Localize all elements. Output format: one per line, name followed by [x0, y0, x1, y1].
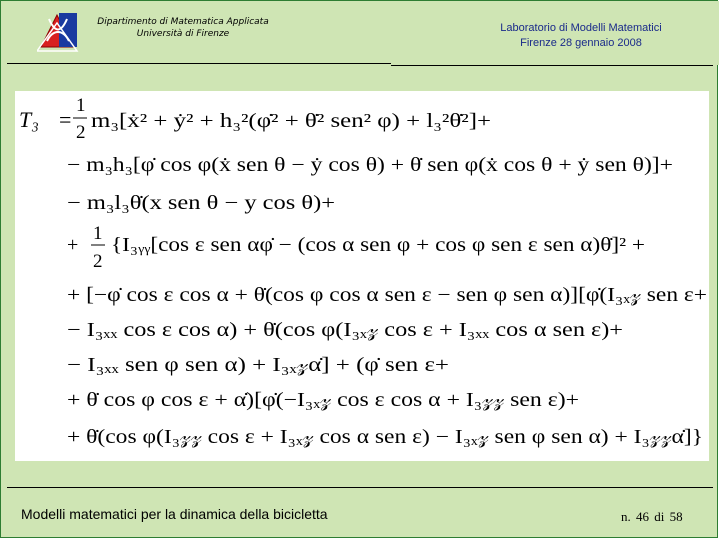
footer-title: Modelli matematici per la dinamica della bicicletta [21, 506, 328, 522]
equation-line-7: − I₃ₓₓ sen φ sen α) + I₃ₓ𝓏α̇] + (φ̇ sen ε+ [67, 354, 449, 376]
equation-lhs: T₃ [19, 107, 39, 132]
equation-line-8: + θ̇ cos φ cos ε + α̇)[φ̇(−I₃ₓ𝓏 cos ε cos α + I₃𝓏𝓏 sen ε)+ [67, 389, 579, 411]
institution-line-1: Dipartimento di Matematica Applicata [97, 17, 269, 27]
equation [15, 91, 709, 461]
equation-line-9: + θ̇(cos φ(I₃𝓏𝓏 cos ε + I₃ₓ𝓏 cos α sen ε) − I₃ₓ𝓏 sen φ sen α) + I₃𝓏𝓏α̇]} [67, 426, 703, 448]
equation-panel [15, 91, 709, 461]
fraction-denominator-2: 2 [93, 251, 103, 272]
equation-line-3: − m₃l₃θ̇(x sen θ − y cos θ)+ [67, 192, 335, 214]
header-divider-left [7, 63, 391, 64]
fraction-denominator: 2 [76, 122, 86, 143]
equation-line-1: m₃[ẋ² + ẏ² + h₃²(φ̇² + θ̇² sen² φ) + l₃²θ̇²]+ [91, 110, 491, 132]
fraction-numerator: 1 [76, 95, 86, 116]
equals-sign: = [59, 107, 72, 132]
institution-line-2: Università di Firenze [136, 29, 230, 39]
equation-line-5: + [−φ̇ cos ε cos α + θ̇(cos φ cos α sen ε − sen φ sen α)][φ̇(I₃ₓ𝓏 sen ε+ [67, 284, 707, 306]
page-number: n. 46 di 58 [621, 509, 683, 524]
conference-line-2: Firenze 28 gennaio 2008 [520, 37, 642, 49]
header [1, 1, 719, 65]
fraction-numerator-2: 1 [93, 223, 103, 244]
plus-sign: + [67, 234, 79, 256]
institution-name [83, 16, 283, 40]
footer-divider [7, 487, 713, 488]
conference-info [441, 21, 720, 51]
university-logo-icon [37, 11, 79, 55]
equation-line-6: − I₃ₓₓ cos ε cos α) + θ̇(cos φ(I₃ₓ𝓏 cos ε + I₃ₓₓ cos α sen ε)+ [67, 319, 623, 341]
equation-line-2: − m₃h₃[φ̇ cos φ(ẋ sen θ − ẏ cos θ) + θ̇ sen φ(ẋ cos θ + ẏ sen θ)]+ [67, 154, 673, 176]
header-divider-right [391, 65, 713, 66]
conference-line-1: Laboratorio di Modelli Matematici [500, 22, 662, 34]
equation-line-4: {I₃ᵧᵧ[cos ε sen αφ̇ − (cos α sen φ + cos φ sen ε sen α)θ̇]² + [111, 234, 645, 256]
